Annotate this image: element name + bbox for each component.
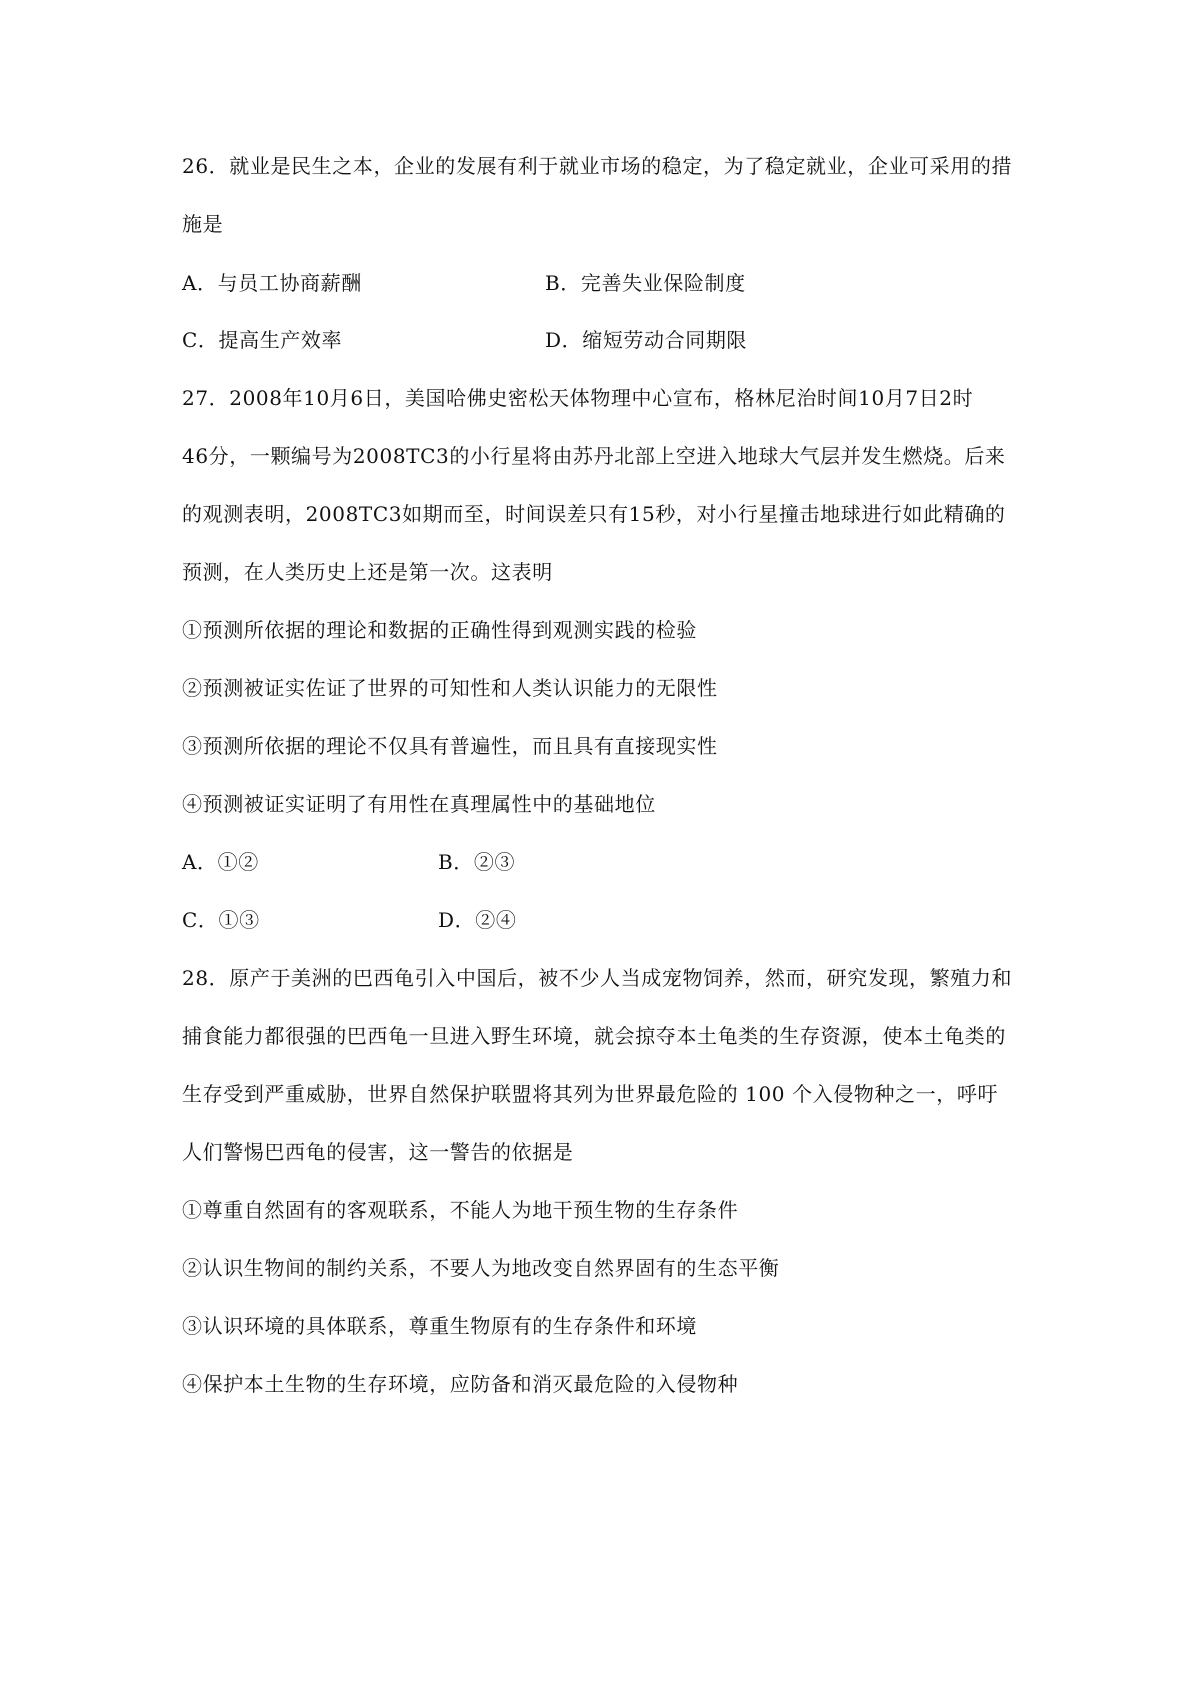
q27-option-a: A．①② bbox=[182, 850, 259, 874]
q27-stem-line-2: 46分，一颗编号为2008TC3的小行星将由苏丹北部上空进入地球大气层并发生燃烧。后来 bbox=[182, 444, 1006, 468]
q28-statement-1: ①尊重自然固有的客观联系，不能人为地干预生物的生存条件 bbox=[182, 1198, 739, 1222]
q27-statement-1: ①预测所依据的理论和数据的正确性得到观测实践的检验 bbox=[182, 618, 697, 642]
q27-stem-line-4: 预测，在人类历史上还是第一次。这表明 bbox=[182, 560, 553, 584]
q26-option-d: D．缩短劳动合同期限 bbox=[545, 328, 748, 352]
q28-stem-line-3: 生存受到严重威胁，世界自然保护联盟将其列为世界最危险的 100 个入侵物种之一，呼吁 bbox=[182, 1082, 999, 1106]
q26-option-b: B．完善失业保险制度 bbox=[545, 271, 746, 295]
q27-option-b: B．②③ bbox=[438, 850, 516, 874]
q28-statement-3: ③认识环境的具体联系，尊重生物原有的生存条件和环境 bbox=[182, 1314, 697, 1338]
q27-statement-3: ③预测所依据的理论不仅具有普遍性，而且具有直接现实性 bbox=[182, 734, 718, 758]
q27-option-d: D．②④ bbox=[438, 908, 517, 932]
q26-stem-line-1: 26．就业是民生之本，企业的发展有利于就业市场的稳定，为了稳定就业，企业可采用的措 bbox=[182, 154, 1013, 178]
q26-option-c: C．提高生产效率 bbox=[182, 328, 343, 352]
q28-stem-line-2: 捕食能力都很强的巴西龟一旦进入野生环境，就会掠夺本土龟类的生存资源，使本土龟类的 bbox=[182, 1024, 1006, 1048]
q28-statement-4: ④保护本土生物的生存环境，应防备和消灭最危险的入侵物种 bbox=[182, 1372, 739, 1396]
q26-stem-line-2: 施是 bbox=[182, 212, 224, 236]
q26-option-a: A．与员工协商薪酬 bbox=[182, 271, 362, 295]
q28-stem-line-1: 28．原产于美洲的巴西龟引入中国后，被不少人当成宠物饲养，然而，研究发现，繁殖力和 bbox=[182, 966, 1013, 990]
q27-statement-2: ②预测被证实佐证了世界的可知性和人类认识能力的无限性 bbox=[182, 676, 718, 700]
q28-stem-line-4: 人们警惕巴西龟的侵害，这一警告的依据是 bbox=[182, 1140, 574, 1164]
q27-stem-line-1: 27．2008年10月6日，美国哈佛史密松天体物理中心宣布，格林尼治时间10月7日2时 bbox=[182, 386, 974, 410]
q27-option-c: C．①③ bbox=[182, 908, 260, 932]
q28-statement-2: ②认识生物间的制约关系，不要人为地改变自然界固有的生态平衡 bbox=[182, 1256, 780, 1280]
q27-statement-4: ④预测被证实证明了有用性在真理属性中的基础地位 bbox=[182, 792, 656, 816]
q27-stem-line-3: 的观测表明，2008TC3如期而至，时间误差只有15秒，对小行星撞击地球进行如此精确的 bbox=[182, 502, 1006, 526]
